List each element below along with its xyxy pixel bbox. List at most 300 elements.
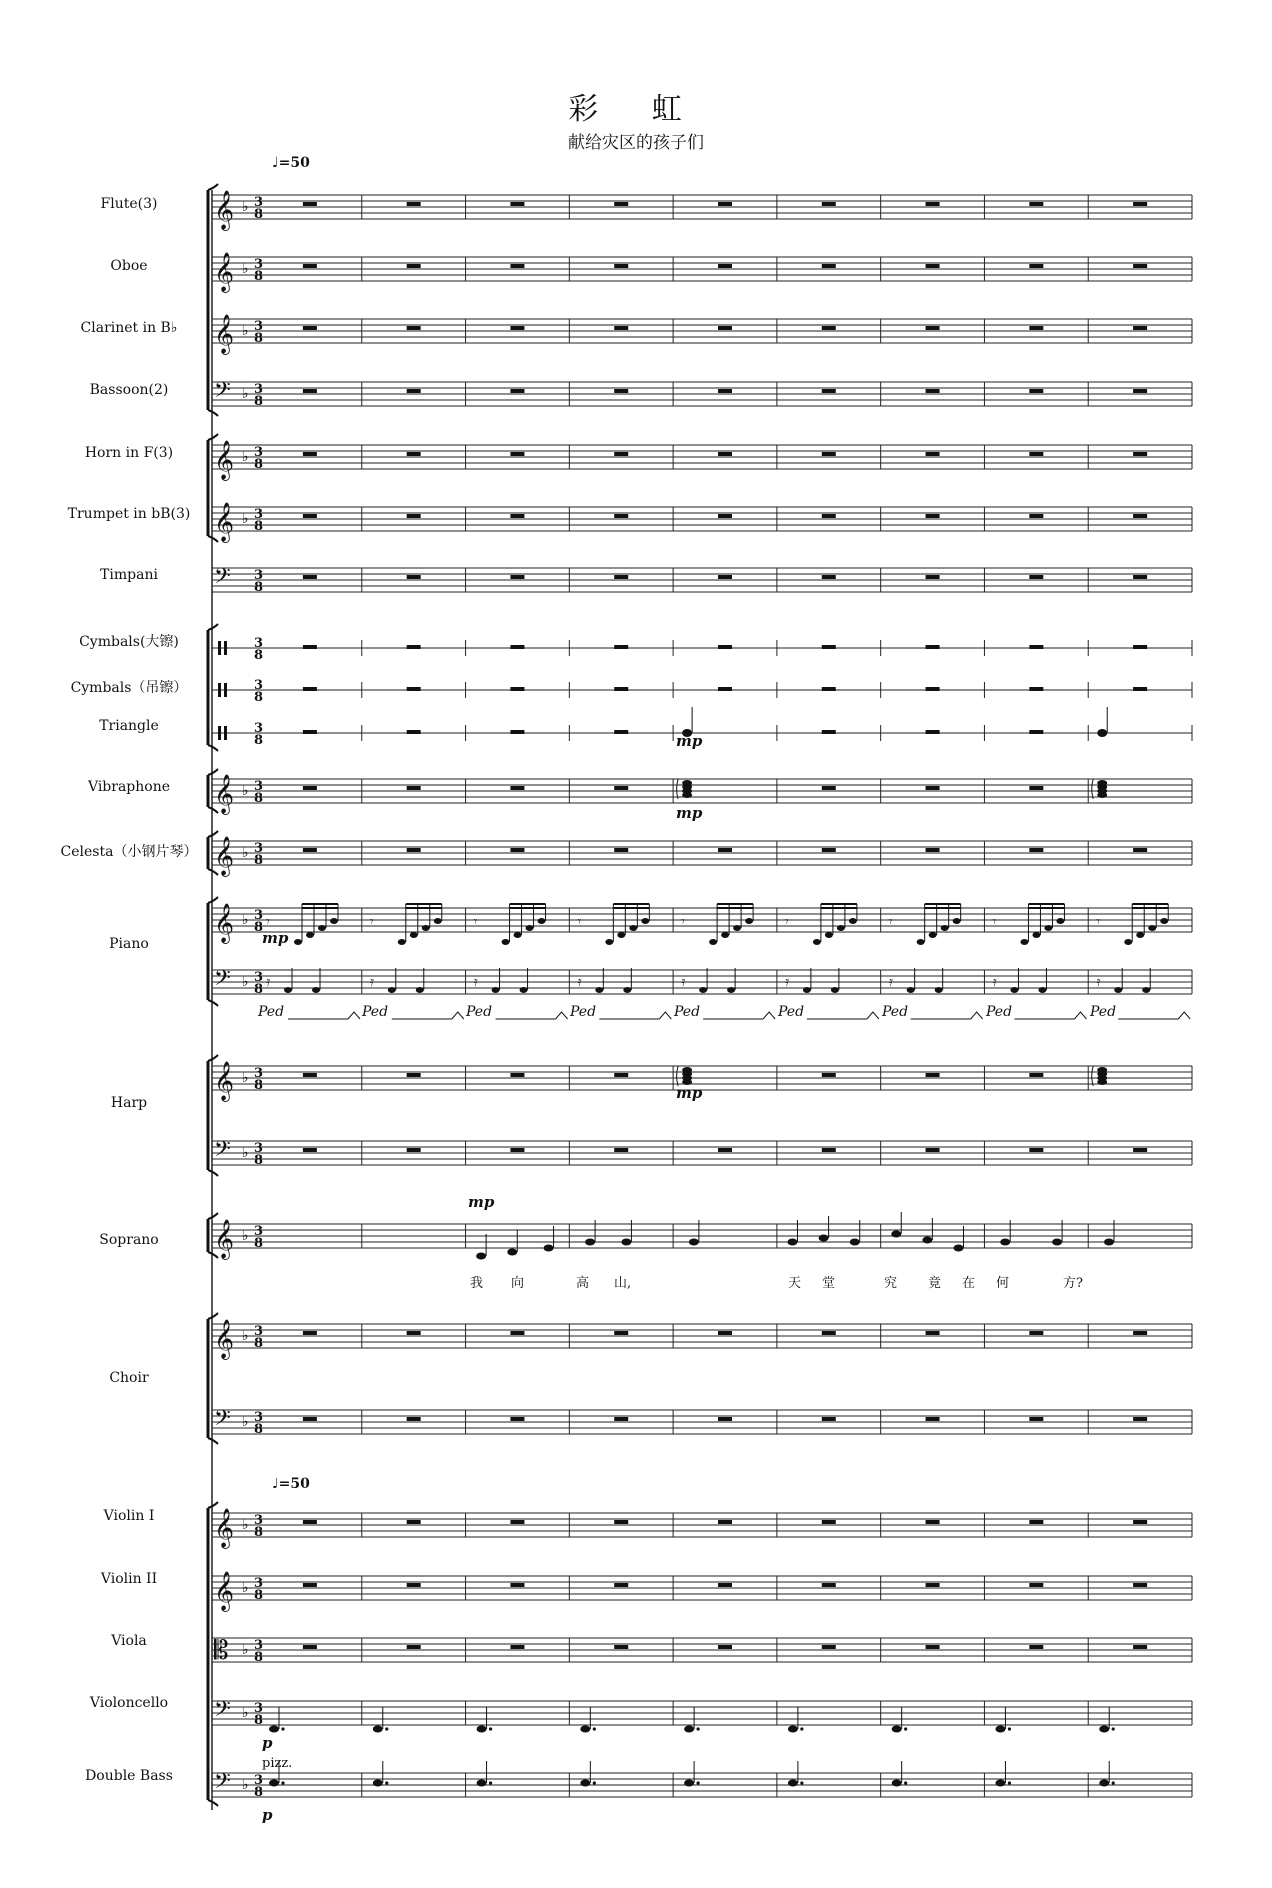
- note-head: [544, 1245, 554, 1252]
- sixteenth-rest-icon: 𝄿: [577, 974, 582, 990]
- measure-rest: [407, 264, 421, 268]
- treble-clef-icon: 𝄞: [214, 1508, 235, 1548]
- instrument-label-piano: Piano: [109, 936, 149, 952]
- time-signature-bottom: 8: [254, 207, 264, 222]
- measure-rest: [614, 687, 628, 691]
- measure-rest: [614, 645, 628, 649]
- time-signature-top: 3: [254, 195, 264, 210]
- note-head: [892, 1726, 902, 1733]
- time-signature-top: 3: [254, 1638, 264, 1653]
- measure-rest: [1029, 848, 1043, 852]
- note-head: [1032, 932, 1040, 938]
- note-head: [538, 918, 546, 924]
- measure-rest: [510, 575, 524, 579]
- measure-rest: [1029, 1073, 1043, 1077]
- measure-rest: [614, 326, 628, 330]
- measure-rest: [1133, 452, 1147, 456]
- instrument-label-clarinet: Clarinet in B♭: [80, 320, 178, 336]
- measure-rest: [1029, 1331, 1043, 1335]
- note-head: [941, 925, 949, 931]
- pizz-marking: pizz.: [262, 1756, 293, 1771]
- time-signature-bottom: 8: [254, 1713, 264, 1728]
- measure-rest: [822, 514, 836, 518]
- bass-clef-icon: 𝄢: [214, 966, 231, 996]
- sixteenth-rest-icon: 𝄿: [992, 974, 997, 990]
- key-flat-icon: ♭: [242, 912, 249, 928]
- time-signature-bottom: 8: [254, 1422, 264, 1437]
- measure-rest: [303, 1331, 317, 1335]
- note-head: [721, 932, 729, 938]
- measure-rest: [1133, 1645, 1147, 1649]
- measure-rest: [822, 848, 836, 852]
- dot: [697, 1727, 700, 1730]
- note-head: [709, 939, 717, 945]
- note-head: [831, 987, 839, 993]
- time-signature-bottom: 8: [254, 580, 264, 595]
- note-head: [699, 987, 707, 993]
- pedal-marking: Ped: [778, 1004, 805, 1020]
- dot: [1112, 1781, 1115, 1784]
- bass-dynamic: p: [262, 1806, 273, 1824]
- measure-rest: [510, 264, 524, 268]
- time-signature-top: 3: [254, 1701, 264, 1716]
- lyric-syllable: 高: [576, 1276, 590, 1291]
- bass-clef-icon: 𝄢: [214, 564, 231, 594]
- instrument-label-oboe: Oboe: [110, 258, 148, 274]
- key-flat-icon: ♭: [242, 1228, 249, 1244]
- measure-rest: [718, 326, 732, 330]
- key-flat-icon: ♭: [242, 386, 249, 402]
- measure-rest: [1029, 264, 1043, 268]
- tempo-marking-top: ♩=50: [272, 155, 310, 171]
- measure-rest: [926, 326, 940, 330]
- measure-rest: [614, 575, 628, 579]
- note-head: [398, 939, 406, 945]
- measure-rest: [1029, 389, 1043, 393]
- note-head: [922, 1237, 932, 1244]
- note-head: [1160, 918, 1168, 924]
- measure-rest: [614, 264, 628, 268]
- key-flat-icon: ♭: [242, 1145, 249, 1161]
- cello-dynamic: p: [262, 1734, 273, 1752]
- lyric-syllable: 山,: [614, 1276, 632, 1291]
- note-head: [1114, 987, 1122, 993]
- eighth-rest-icon: 𝄾: [681, 914, 685, 930]
- time-signature-top: 3: [254, 319, 264, 334]
- lyric-syllable: 究: [884, 1276, 898, 1291]
- treble-clef-icon: 𝄞: [214, 502, 235, 542]
- arpeggio-icon: [1092, 1066, 1094, 1086]
- measure-rest: [303, 848, 317, 852]
- instrument-label-bassoon: Bassoon(2): [89, 382, 169, 398]
- note-head: [514, 932, 522, 938]
- note-head: [1097, 1079, 1107, 1085]
- dot: [1008, 1727, 1011, 1730]
- measure-rest: [926, 1583, 940, 1587]
- note-head: [1020, 939, 1028, 945]
- pedal-marking: Ped: [986, 1004, 1013, 1020]
- treble-clef-icon: 𝄞: [214, 836, 235, 876]
- measure-rest: [510, 1645, 524, 1649]
- note-head: [580, 1780, 590, 1787]
- measure-rest: [510, 1583, 524, 1587]
- note-head: [422, 925, 430, 931]
- lyric-syllable: 我: [470, 1276, 484, 1291]
- measure-rest: [822, 1073, 836, 1077]
- key-flat-icon: ♭: [242, 261, 249, 277]
- measure-rest: [822, 1148, 836, 1152]
- measure-rest: [614, 848, 628, 852]
- note-head: [684, 1726, 694, 1733]
- key-flat-icon: ♭: [242, 323, 249, 339]
- key-flat-icon: ♭: [242, 511, 249, 527]
- measure-rest: [1133, 1331, 1147, 1335]
- note-head: [727, 987, 735, 993]
- note-head: [787, 1239, 797, 1246]
- measure-rest: [303, 730, 317, 734]
- note-head: [929, 932, 937, 938]
- measure-rest: [1029, 575, 1043, 579]
- measure-rest: [510, 452, 524, 456]
- measure-rest: [614, 1331, 628, 1335]
- note-head: [733, 925, 741, 931]
- measure-rest: [718, 514, 732, 518]
- measure-rest: [407, 452, 421, 456]
- measure-rest: [926, 1073, 940, 1077]
- time-signature-bottom: 8: [254, 853, 264, 868]
- instrument-label-choir: Choir: [109, 1370, 149, 1386]
- lyric-syllable: 方?: [1063, 1276, 1083, 1291]
- time-signature-bottom: 8: [254, 1785, 264, 1800]
- measure-rest: [926, 514, 940, 518]
- time-signature-top: 3: [254, 257, 264, 272]
- time-signature-top: 3: [254, 841, 264, 856]
- measure-rest: [822, 1417, 836, 1421]
- eighth-rest-icon: 𝄾: [784, 914, 789, 930]
- time-signature-bottom: 8: [254, 690, 264, 705]
- note-head: [935, 987, 943, 993]
- dot: [385, 1727, 388, 1730]
- measure-rest: [822, 1520, 836, 1524]
- measure-rest: [510, 1520, 524, 1524]
- measure-rest: [718, 389, 732, 393]
- note-head: [1038, 987, 1046, 993]
- bass-clef-icon: 𝄢: [214, 378, 231, 408]
- instrument-label-trumpet: Trumpet in bB(3): [67, 506, 191, 522]
- key-flat-icon: ♭: [242, 1777, 249, 1793]
- pedal-marking: Ped: [258, 1004, 285, 1020]
- time-signature-bottom: 8: [254, 648, 264, 663]
- note-head: [995, 1780, 1005, 1787]
- measure-rest: [926, 848, 940, 852]
- measure-rest: [407, 786, 421, 790]
- dot: [593, 1781, 596, 1784]
- bass-clef-icon: 𝄢: [214, 1137, 231, 1167]
- note-head: [745, 918, 753, 924]
- measure-rest: [510, 1073, 524, 1077]
- treble-clef-icon: 𝄞: [214, 1219, 235, 1259]
- note-head: [1104, 1239, 1114, 1246]
- measure-rest: [510, 1331, 524, 1335]
- eighth-rest-icon: 𝄾: [369, 914, 374, 930]
- pedal-marking: Ped: [570, 1004, 597, 1020]
- instrument-label-violin-2: Violin II: [100, 1571, 158, 1587]
- treble-clef-icon: 𝄞: [214, 903, 235, 943]
- key-flat-icon: ♭: [242, 974, 249, 990]
- measure-rest: [407, 514, 421, 518]
- measure-rest: [718, 645, 732, 649]
- measure-rest: [1029, 1520, 1043, 1524]
- instrument-label-horn: Horn in F(3): [84, 445, 174, 461]
- measure-rest: [926, 264, 940, 268]
- measure-rest: [1029, 1417, 1043, 1421]
- note-head: [294, 939, 302, 945]
- instrument-label-flute: Flute(3): [100, 196, 158, 212]
- instrument-label-violin-1: Violin I: [103, 1508, 155, 1524]
- key-flat-icon: ♭: [242, 199, 249, 215]
- note-head: [825, 932, 833, 938]
- measure-rest: [822, 389, 836, 393]
- measure-rest: [1133, 575, 1147, 579]
- eighth-rest-icon: 𝄾: [1096, 914, 1100, 930]
- measure-rest: [303, 1073, 317, 1077]
- time-signature-bottom: 8: [254, 733, 264, 748]
- measure-rest: [718, 1645, 732, 1649]
- note-head: [1099, 1726, 1109, 1733]
- note-head: [477, 1726, 487, 1733]
- measure-rest: [1029, 687, 1043, 691]
- time-signature-top: 3: [254, 1410, 264, 1425]
- note-head: [788, 1726, 798, 1733]
- dot: [800, 1781, 803, 1784]
- time-signature-bottom: 8: [254, 1078, 264, 1093]
- note-head: [492, 987, 500, 993]
- instrument-label-celesta: Celesta（小钢片琴）: [60, 844, 198, 860]
- note-head: [1010, 987, 1018, 993]
- measure-rest: [303, 645, 317, 649]
- time-signature-top: 3: [254, 636, 264, 651]
- measure-rest: [614, 452, 628, 456]
- measure-rest: [407, 1645, 421, 1649]
- measure-rest: [407, 848, 421, 852]
- measure-rest: [407, 326, 421, 330]
- note-head: [641, 918, 649, 924]
- time-signature-top: 3: [254, 1773, 264, 1788]
- measure-rest: [510, 848, 524, 852]
- measure-rest: [510, 389, 524, 393]
- lyric-syllable: 天: [788, 1276, 802, 1291]
- measure-rest: [407, 1417, 421, 1421]
- sixteenth-rest-icon: 𝄿: [266, 974, 271, 990]
- measure-rest: [718, 848, 732, 852]
- pedal-release-icon: [659, 1012, 671, 1019]
- time-signature-bottom: 8: [254, 269, 264, 284]
- measure-rest: [614, 1520, 628, 1524]
- time-signature-bottom: 8: [254, 1588, 264, 1603]
- pedal-release-icon: [556, 1012, 568, 1019]
- treble-clef-icon: 𝄞: [214, 1571, 235, 1611]
- note-head: [837, 925, 845, 931]
- note-head: [1052, 1239, 1062, 1246]
- key-flat-icon: ♭: [242, 845, 249, 861]
- dot: [1008, 1781, 1011, 1784]
- note-head: [1097, 729, 1107, 737]
- pedal-marking: Ped: [1090, 1004, 1117, 1020]
- measure-rest: [718, 575, 732, 579]
- measure-rest: [303, 202, 317, 206]
- time-signature-top: 3: [254, 1324, 264, 1339]
- measure-rest: [926, 1417, 940, 1421]
- arpeggio-icon: [1092, 779, 1094, 799]
- note-head: [373, 1726, 383, 1733]
- dot: [800, 1727, 803, 1730]
- pedal-release-icon: [1178, 1012, 1190, 1019]
- note-head: [477, 1780, 487, 1787]
- treble-clef-icon: 𝄞: [214, 314, 235, 354]
- note-head: [318, 925, 326, 931]
- note-head: [330, 918, 338, 924]
- note-head: [803, 987, 811, 993]
- key-flat-icon: ♭: [242, 783, 249, 799]
- measure-rest: [303, 264, 317, 268]
- lyric-syllable: 在: [962, 1276, 976, 1291]
- measure-rest: [303, 1520, 317, 1524]
- measure-rest: [718, 1417, 732, 1421]
- key-flat-icon: ♭: [242, 1328, 249, 1344]
- measure-rest: [510, 645, 524, 649]
- time-signature-bottom: 8: [254, 457, 264, 472]
- note-head: [682, 792, 692, 798]
- treble-clef-icon: 𝄞: [214, 190, 235, 230]
- measure-rest: [926, 786, 940, 790]
- time-signature-top: 3: [254, 1513, 264, 1528]
- measure-rest: [407, 389, 421, 393]
- dot: [1112, 1727, 1115, 1730]
- lyric-syllable: 何: [996, 1276, 1010, 1291]
- piano-dynamic: mp: [262, 929, 289, 947]
- bass-clef-icon: 𝄢: [214, 1406, 231, 1436]
- note-head: [1000, 1239, 1010, 1246]
- measure-rest: [718, 1148, 732, 1152]
- note-head: [373, 1780, 383, 1787]
- measure-rest: [510, 1148, 524, 1152]
- pedal-marking: Ped: [466, 1004, 493, 1020]
- measure-rest: [1029, 452, 1043, 456]
- treble-clef-icon: 𝄞: [214, 1319, 235, 1359]
- pedal-marking: Ped: [674, 1004, 701, 1020]
- pedal-release-icon: [1074, 1012, 1086, 1019]
- soprano-dynamic: mp: [468, 1193, 495, 1211]
- pedal-release-icon: [867, 1012, 879, 1019]
- note-head: [917, 939, 925, 945]
- dot: [281, 1781, 284, 1784]
- note-head: [605, 939, 613, 945]
- measure-rest: [614, 1148, 628, 1152]
- treble-clef-icon: 𝄞: [214, 1061, 235, 1101]
- note-head: [1142, 987, 1150, 993]
- sixteenth-rest-icon: 𝄿: [1096, 974, 1101, 990]
- measure-rest: [303, 1645, 317, 1649]
- measure-rest: [718, 1583, 732, 1587]
- note-head: [410, 932, 418, 938]
- time-signature-bottom: 8: [254, 982, 264, 997]
- measure-rest: [718, 202, 732, 206]
- measure-rest: [1133, 389, 1147, 393]
- measure-rest: [510, 730, 524, 734]
- sixteenth-rest-icon: 𝄿: [369, 974, 375, 990]
- instrument-label-cymbals-1: Cymbals(大镲): [79, 634, 179, 650]
- time-signature-bottom: 8: [254, 519, 264, 534]
- measure-rest: [926, 452, 940, 456]
- measure-rest: [926, 1148, 940, 1152]
- measure-rest: [614, 202, 628, 206]
- note-head: [1099, 1780, 1109, 1787]
- time-signature-top: 3: [254, 1224, 264, 1239]
- pedal-release-icon: [348, 1012, 360, 1019]
- treble-clef-icon: 𝄞: [214, 440, 235, 480]
- key-flat-icon: ♭: [242, 1517, 249, 1533]
- key-flat-icon: ♭: [242, 1070, 249, 1086]
- measure-rest: [614, 389, 628, 393]
- key-flat-icon: ♭: [242, 1705, 249, 1721]
- lyric-syllable: 竟: [928, 1276, 942, 1291]
- note-head: [284, 987, 292, 993]
- note-head: [819, 1235, 829, 1242]
- sixteenth-rest-icon: 𝄿: [681, 974, 686, 990]
- bass-clef-icon: 𝄢: [214, 1769, 231, 1799]
- measure-rest: [1133, 326, 1147, 330]
- measure-rest: [1133, 1583, 1147, 1587]
- measure-rest: [510, 687, 524, 691]
- instrument-label-soprano: Soprano: [99, 1232, 159, 1248]
- note-head: [1044, 925, 1052, 931]
- measure-rest: [822, 645, 836, 649]
- eighth-rest-icon: 𝄾: [992, 914, 997, 930]
- measure-rest: [1133, 1148, 1147, 1152]
- measure-rest: [718, 1331, 732, 1335]
- note-head: [388, 987, 396, 993]
- key-flat-icon: ♭: [242, 1642, 249, 1658]
- treble-clef-icon: 𝄞: [214, 774, 235, 814]
- measure-rest: [718, 452, 732, 456]
- harp-dynamic: mp: [676, 1084, 703, 1102]
- note-head: [1148, 925, 1156, 931]
- time-signature-top: 3: [254, 1141, 264, 1156]
- dot: [281, 1727, 284, 1730]
- measure-rest: [1029, 1645, 1043, 1649]
- time-signature-top: 3: [254, 1576, 264, 1591]
- key-flat-icon: ♭: [242, 449, 249, 465]
- measure-rest: [614, 1645, 628, 1649]
- dot: [904, 1781, 907, 1784]
- instrument-label-viola: Viola: [111, 1633, 147, 1649]
- measure-rest: [1029, 202, 1043, 206]
- measure-rest: [926, 687, 940, 691]
- measure-rest: [303, 514, 317, 518]
- measure-rest: [926, 1645, 940, 1649]
- time-signature-top: 3: [254, 445, 264, 460]
- note-head: [1136, 932, 1144, 938]
- measure-rest: [1133, 645, 1147, 649]
- arpeggio-icon: [677, 1066, 679, 1086]
- note-head: [312, 987, 320, 993]
- time-signature-top: 3: [254, 382, 264, 397]
- time-signature-bottom: 8: [254, 1236, 264, 1251]
- measure-rest: [1029, 1583, 1043, 1587]
- measure-rest: [718, 687, 732, 691]
- note-head: [684, 1780, 694, 1787]
- measure-rest: [1133, 202, 1147, 206]
